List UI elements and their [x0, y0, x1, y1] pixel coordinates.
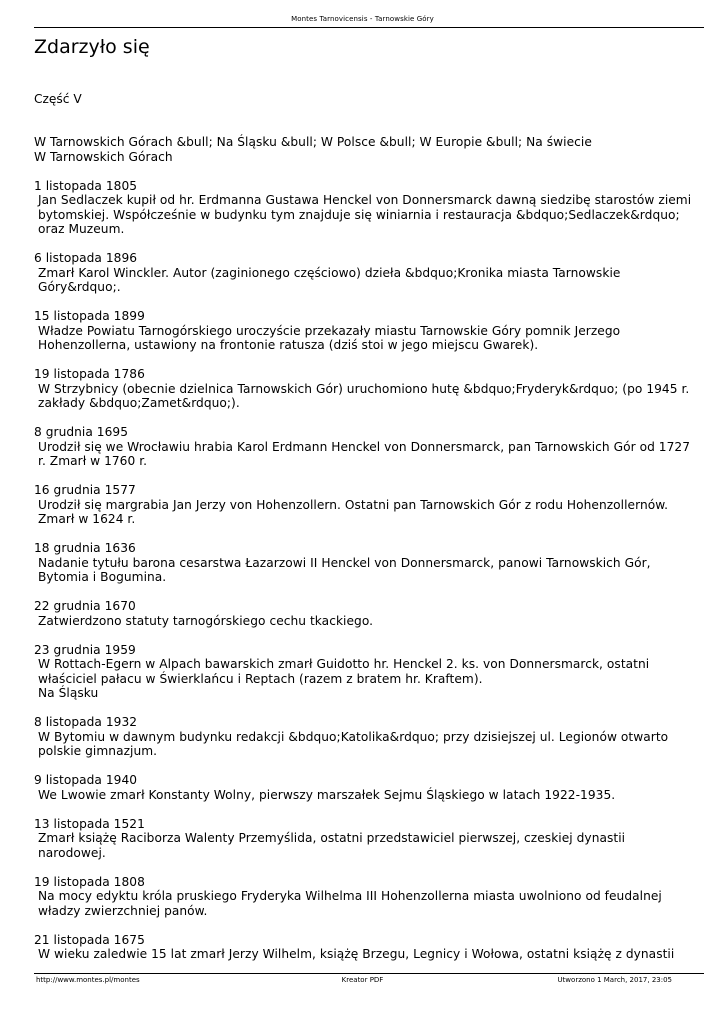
page-footer: [0, 975, 725, 987]
event-date: 13 listopada 1521: [34, 816, 145, 831]
footer-created-date: Utworzono 1 March, 2017, 23:05: [557, 976, 672, 984]
event-entry: [34, 367, 694, 411]
event-date: 1 listopada 1805: [34, 178, 138, 193]
event-date: 18 grudnia 1636: [34, 541, 136, 555]
event-text: Zatwierdzono statuty tarnogórskiego cechu tkackiego.: [38, 613, 374, 628]
event-entry: [34, 425, 694, 469]
event-date: 6 listopada 1896: [34, 251, 138, 265]
event-entry: [34, 541, 694, 585]
event-entry: [34, 599, 694, 628]
event-date: 19 listopada 1808: [34, 874, 145, 889]
event-text: We Lwowie zmarł Konstanty Wolny, pierwszy marszałek Sejmu Śląskiego w latach 1922-1935.: [38, 787, 616, 802]
event-date: 8 grudnia 1695: [34, 425, 129, 439]
event-entry: [34, 179, 694, 237]
event-date: 16 grudnia 1577: [34, 483, 136, 497]
event-date: 15 listopada 1899: [34, 309, 145, 323]
event-entry: [34, 817, 694, 861]
event-entry: [34, 773, 694, 802]
page-header: Montes Tarnovicensis - Tarnowskie Góry: [291, 15, 434, 23]
event-text: Zmarł Karol Winckler. Autor (zaginionego częściowo) dzieła &bdquo;Kronika miasta Tarnowskie Góry&rdquo;.: [38, 265, 621, 294]
category-list: W Tarnowskich Górach &bull; Na Śląsku &bull; W Polsce &bull; W Europie &bull; Na świecie: [34, 135, 592, 149]
event-date: 22 grudnia 1670: [34, 599, 136, 613]
event-entry: [34, 933, 694, 962]
footer-divider: [34, 973, 704, 974]
event-text: W Bytomiu w dawnym budynku redakcji &bdquo;Katolika&rdquo; przy dzisiejszej ul. Legionów otwarto polskie gimnazjum.: [38, 729, 669, 758]
page-title: Zdarzyło się: [34, 36, 150, 58]
event-text: Nadanie tytułu barona cesarstwa Łazarzowi II Henckel von Donnersmarck, panowi Tarnowskich Gór, Bytomia i Bogumina.: [38, 555, 651, 584]
event-date: 19 listopada 1786: [34, 367, 145, 381]
event-text: Urodził się margrabia Jan Jerzy von Hohenzollern. Ostatni pan Tarnowskich Gór z rodu Hohenzollernów. Zmarł w 1624 r.: [38, 497, 669, 526]
event-text: W Rottach-Egern w Alpach bawarskich zmarł Guidotto hr. Henckel 2. ks. von Donnersmarck, ostatni właściciel pałacu w Świerklańcu i Reptach (razem z bratem hr. Kraftem).: [38, 657, 650, 686]
event-text: Urodził się we Wrocławiu hrabia Karol Erdmann Henckel von Donnersmarck, pan Tarnowskich Gór od 1727 r. Zmarł w 1760 r.: [38, 439, 691, 468]
article-body: [34, 135, 694, 976]
category-intro: [34, 135, 694, 164]
section-heading: W Tarnowskich Górach: [34, 149, 173, 164]
event-text: W wieku zaledwie 15 lat zmarł Jerzy Wilhelm, książę Brzegu, Legnicy i Wołowa, ostatni książę z dynastii: [38, 947, 675, 961]
event-entry: [34, 309, 694, 353]
event-entry: [34, 875, 694, 919]
event-text: Władze Powiatu Tarnogórskiego uroczyście przekazały miastu Tarnowskie Góry pomnik Jerzego Hohenzollerna, ustawiony na frontonie ratusza (dziś stoi w jego miejscu Gwarek).: [38, 323, 621, 352]
footer-url: http://www.montes.pl/montes: [36, 976, 140, 984]
event-date: 8 listopada 1932: [34, 715, 138, 729]
event-entry: [34, 483, 694, 527]
footer-creator: Kreator PDF: [341, 976, 384, 984]
event-date: 21 listopada 1675: [34, 932, 145, 947]
event-text: W Strzybnicy (obecnie dzielnica Tarnowskich Gór) uruchomiono hutę &bdquo;Fryderyk&rdquo; (po 1945 r. zakłady &bdquo;Zamet&rdquo;).: [38, 381, 690, 410]
part-label: Część V: [34, 92, 82, 106]
event-text: Jan Sedlaczek kupił od hr. Erdmanna Gustawa Henckel von Donnersmarck dawną siedzibę starostów ziemi bytomskiej. Współcześnie w budynku tym znajduje się winiarnia i restauracja &bdquo;Sedlaczek&rdquo; oraz Muzeum.: [38, 193, 692, 236]
event-date: 23 grudnia 1959: [34, 642, 136, 657]
event-entry: [34, 643, 694, 701]
event-text: Na mocy edyktu króla pruskiego Fryderyka Wilhelma III Hohenzollerna miasta uwolniono od feudalnej władzy zwierzchniej panów.: [38, 889, 662, 918]
event-text: Zmarł książę Raciborza Walenty Przemyślida, ostatni przedstawiciel pierwszej, czeskiej dynastii narodowej.: [38, 831, 626, 860]
section-heading: Na Śląsku: [38, 686, 99, 700]
header-divider: [34, 27, 704, 28]
event-date: 9 listopada 1940: [34, 773, 138, 787]
event-entry: [34, 715, 694, 759]
event-entry: [34, 251, 694, 295]
